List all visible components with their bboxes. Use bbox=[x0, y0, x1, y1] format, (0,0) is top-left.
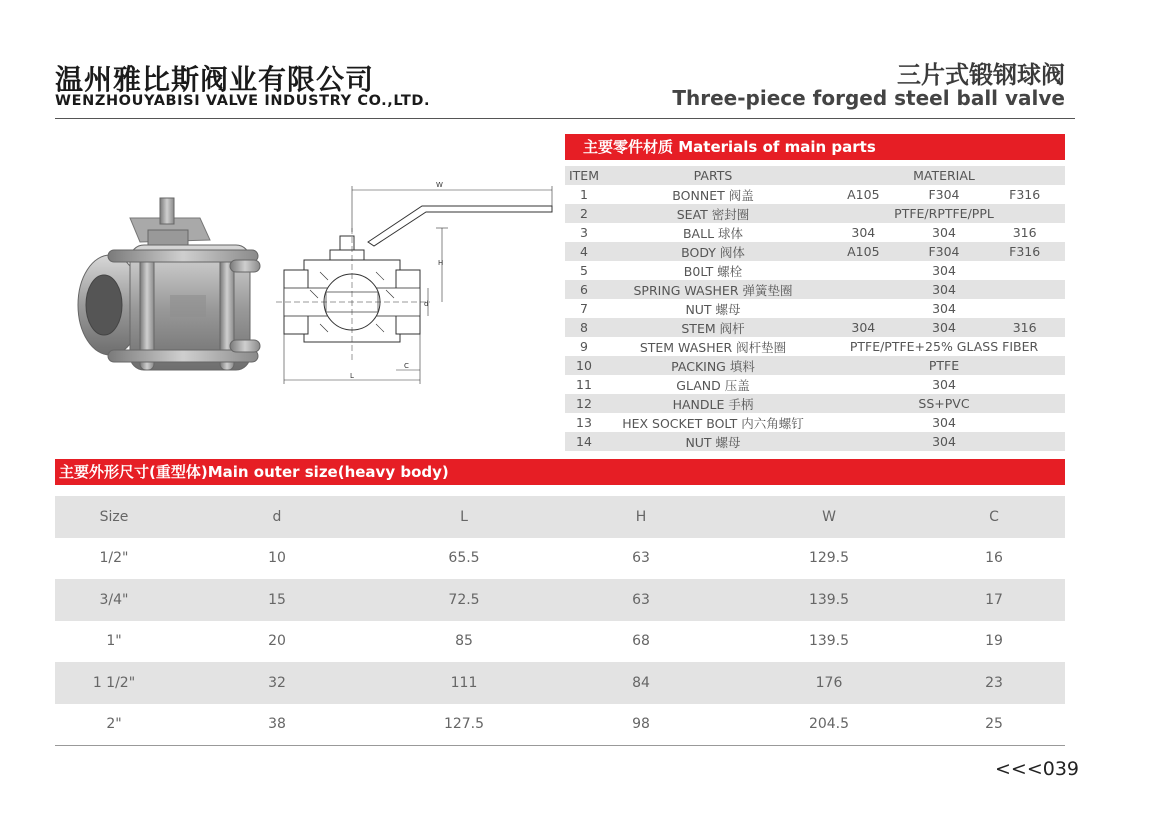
materials-item-cell: 2 bbox=[565, 204, 603, 223]
size-header-size: Size bbox=[55, 496, 173, 538]
size-cell-d: 38 bbox=[268, 716, 286, 733]
materials-item-cell: 4 bbox=[565, 242, 603, 261]
size-cell-c: 19 bbox=[985, 633, 1003, 650]
materials-material-cell: 304 bbox=[932, 415, 956, 430]
materials-row bbox=[565, 375, 1065, 394]
materials-part-cell: GLAND 压盖 bbox=[676, 377, 750, 393]
materials-item-cell: 13 bbox=[576, 415, 592, 430]
materials-material-cell: 304 bbox=[904, 318, 985, 337]
size-cell-d: 20 bbox=[268, 633, 286, 650]
size-cell-h: 63 bbox=[632, 550, 650, 567]
materials-material-cell: A105 bbox=[847, 187, 880, 202]
size-cell-w: 139.5 bbox=[808, 633, 850, 650]
materials-material-cell: SS+PVC bbox=[823, 394, 1065, 413]
size-cell-size: 1/2" bbox=[99, 550, 129, 567]
materials-material-cell: 316 bbox=[984, 318, 1065, 337]
materials-item-cell: 1 bbox=[580, 187, 588, 202]
materials-row bbox=[565, 318, 1065, 337]
materials-part-cell: NUT 螺母 bbox=[685, 301, 741, 317]
materials-row bbox=[565, 432, 1065, 451]
size-header-w: W bbox=[735, 496, 923, 538]
materials-material-cell: 304 bbox=[823, 318, 904, 337]
size-cell-h: 68 bbox=[632, 633, 650, 650]
size-cell-l: 111 bbox=[381, 662, 547, 704]
materials-header-material: MATERIAL bbox=[823, 166, 1065, 185]
size-cell-size: 1 1/2" bbox=[55, 662, 173, 704]
company-name-en: WENZHOUYABISI VALVE INDUSTRY CO.,LTD. bbox=[55, 93, 431, 109]
page-number: <<<039 bbox=[995, 758, 1080, 780]
size-cell-c: 16 bbox=[985, 550, 1003, 567]
materials-material-cell: 316 bbox=[1012, 225, 1037, 240]
materials-row bbox=[565, 413, 1065, 432]
materials-part-cell: SEAT 密封圈 bbox=[603, 204, 823, 223]
materials-material-cell: PTFE/RPTFE/PPL bbox=[823, 204, 1065, 223]
materials-row bbox=[565, 261, 1065, 280]
materials-part-cell: BODY 阀体 bbox=[603, 242, 823, 261]
size-cell-w: 204.5 bbox=[808, 716, 850, 733]
size-cell-d: 15 bbox=[173, 579, 381, 621]
dim-c-label: C bbox=[404, 362, 409, 370]
size-cell-l: 85 bbox=[455, 633, 473, 650]
size-cell-size: 1" bbox=[106, 633, 122, 650]
materials-part-cell: SPRING WASHER 弹簧垫圈 bbox=[603, 280, 823, 299]
materials-item-cell: 9 bbox=[580, 339, 588, 354]
dim-h-label: H bbox=[438, 259, 444, 267]
materials-material-cell: F316 bbox=[1009, 187, 1041, 202]
size-cell-size: 2" bbox=[106, 716, 122, 733]
size-row bbox=[55, 662, 1065, 704]
materials-header-item: ITEM bbox=[565, 166, 603, 185]
size-cell-w: 139.5 bbox=[735, 579, 923, 621]
size-table-bottom-rule bbox=[55, 745, 1065, 746]
materials-item-cell: 7 bbox=[580, 301, 588, 316]
size-table bbox=[55, 496, 1065, 745]
company-name-cn: 温州雅比斯阀业有限公司 bbox=[55, 63, 375, 96]
materials-header-row bbox=[565, 166, 1065, 185]
materials-part-cell: PACKING 填料 bbox=[603, 356, 823, 375]
materials-row bbox=[565, 299, 1065, 318]
materials-material-cell: 304 bbox=[932, 377, 956, 392]
materials-material-cell: A105 bbox=[823, 242, 904, 261]
materials-part-cell: HEX SOCKET BOLT 内六角螺钉 bbox=[622, 415, 804, 431]
materials-material-cell: F304 bbox=[904, 242, 985, 261]
materials-part-cell: STEM WASHER 阀杆垫圈 bbox=[639, 339, 787, 355]
materials-part-cell: BONNET 阀盖 bbox=[672, 187, 754, 203]
materials-item-cell: 3 bbox=[580, 225, 588, 240]
size-cell-l: 72.5 bbox=[381, 579, 547, 621]
size-section-title: 主要外形尺寸(重型体)Main outer size(heavy body) bbox=[55, 459, 1065, 485]
materials-section-title: 主要零件材质 Materials of main parts bbox=[565, 134, 1065, 160]
materials-row bbox=[565, 185, 1065, 204]
materials-item-cell: 12 bbox=[565, 394, 603, 413]
materials-row bbox=[565, 242, 1065, 261]
materials-row bbox=[565, 223, 1065, 242]
materials-material-cell: 304 bbox=[823, 280, 1065, 299]
dim-d-label: d bbox=[424, 300, 429, 308]
product-title-cn: 三片式锻钢球阀 bbox=[897, 61, 1065, 89]
dim-w-label: W bbox=[436, 181, 443, 189]
size-header-l: L bbox=[381, 496, 547, 538]
materials-material-cell: 304 bbox=[932, 225, 956, 240]
size-row bbox=[55, 538, 1065, 580]
size-row bbox=[55, 704, 1065, 746]
valve-technical-drawing bbox=[270, 172, 570, 387]
materials-material-cell: PTFE bbox=[823, 356, 1065, 375]
materials-material-cell: 304 bbox=[932, 263, 956, 278]
materials-item-cell: 14 bbox=[565, 432, 603, 451]
size-cell-d: 10 bbox=[268, 550, 286, 567]
materials-item-cell: 8 bbox=[565, 318, 603, 337]
materials-header-parts: PARTS bbox=[603, 166, 823, 185]
size-cell-w: 129.5 bbox=[808, 550, 850, 567]
size-row bbox=[55, 621, 1065, 663]
materials-material-cell: 304 bbox=[823, 432, 1065, 451]
materials-material-cell: 304 bbox=[851, 225, 876, 240]
materials-row bbox=[565, 356, 1065, 375]
size-cell-size: 3/4" bbox=[55, 579, 173, 621]
size-header-h: H bbox=[547, 496, 735, 538]
materials-part-cell: HANDLE 手柄 bbox=[603, 394, 823, 413]
size-cell-d: 32 bbox=[173, 662, 381, 704]
materials-item-cell: 10 bbox=[565, 356, 603, 375]
size-header-row bbox=[55, 496, 1065, 538]
materials-part-cell: B0LT 螺栓 bbox=[683, 263, 743, 279]
size-header-c: C bbox=[923, 496, 1065, 538]
materials-material-cell: F304 bbox=[928, 187, 960, 202]
size-cell-c: 23 bbox=[923, 662, 1065, 704]
valve-product-photo bbox=[70, 190, 280, 390]
materials-item-cell: 11 bbox=[576, 377, 592, 392]
materials-item-cell: 5 bbox=[580, 263, 588, 278]
materials-part-cell: STEM 阀杆 bbox=[603, 318, 823, 337]
materials-table bbox=[565, 166, 1065, 451]
materials-material-cell: PTFE/PTFE+25% GLASS FIBER bbox=[849, 339, 1039, 354]
materials-material-cell: F316 bbox=[984, 242, 1065, 261]
size-cell-l: 65.5 bbox=[448, 550, 480, 567]
size-cell-h: 98 bbox=[632, 716, 650, 733]
materials-row bbox=[565, 204, 1065, 223]
size-cell-w: 176 bbox=[735, 662, 923, 704]
materials-material-cell: 304 bbox=[932, 301, 956, 316]
size-cell-c: 17 bbox=[923, 579, 1065, 621]
size-header-d: d bbox=[173, 496, 381, 538]
size-cell-c: 25 bbox=[985, 716, 1003, 733]
size-cell-h: 84 bbox=[547, 662, 735, 704]
materials-row bbox=[565, 394, 1065, 413]
size-row bbox=[55, 579, 1065, 621]
materials-item-cell: 6 bbox=[565, 280, 603, 299]
materials-part-cell: BALL 球体 bbox=[682, 225, 744, 241]
header-divider bbox=[55, 118, 1075, 119]
materials-part-cell: NUT 螺母 bbox=[603, 432, 823, 451]
materials-row bbox=[565, 280, 1065, 299]
materials-row bbox=[565, 337, 1065, 356]
size-cell-h: 63 bbox=[547, 579, 735, 621]
dim-l-label: L bbox=[350, 372, 354, 380]
size-cell-l: 127.5 bbox=[443, 716, 485, 733]
product-title-en: Three-piece forged steel ball valve bbox=[672, 86, 1065, 110]
